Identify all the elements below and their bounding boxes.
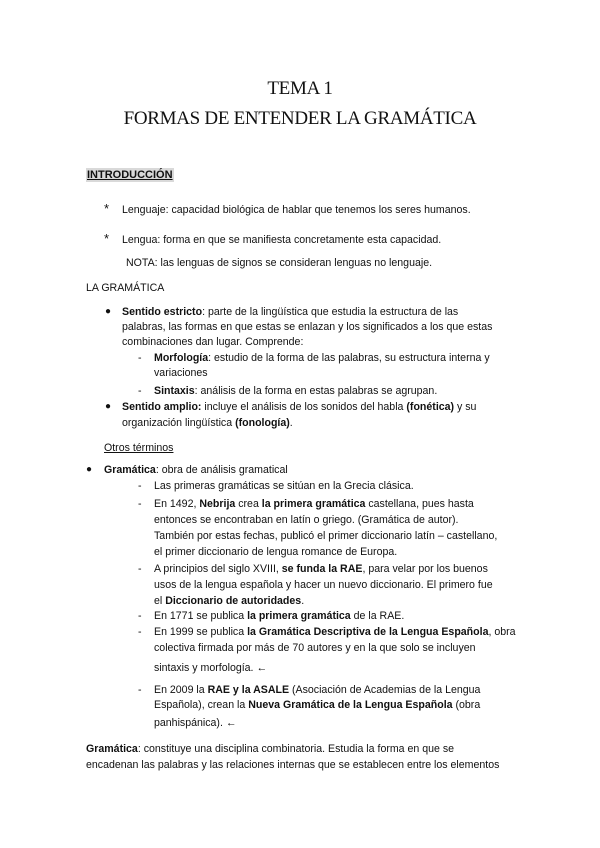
sentido-amplio-line2	[122, 416, 293, 430]
history-item-1771	[154, 609, 404, 623]
dash-bullet-icon: -	[138, 498, 142, 510]
sentido-estricto-line2: palabras, las formas en que estas se enlazan y los significados a los que estas	[122, 321, 493, 333]
dash-bullet-icon: -	[138, 352, 142, 364]
dash-bullet-icon: -	[138, 684, 142, 696]
morfologia-line2: variaciones	[154, 367, 208, 379]
section-heading-introduccion: INTRODUCCIÓN	[87, 169, 173, 181]
text: En 1999 se publica	[154, 626, 248, 638]
history-item-nebrija-line4: el primer diccionario de lengua romance de Europa.	[154, 546, 398, 558]
history-item-rae-line1	[154, 562, 488, 576]
sentido-amplio-line1	[122, 400, 476, 414]
text: organización lingüística	[122, 417, 236, 429]
term-sentido-estricto: Sentido estricto	[122, 306, 203, 318]
intro-item-lenguaje: Lenguaje: capacidad biológica de hablar que tenemos los seres humanos.	[122, 204, 471, 216]
text: En 1771 se publica	[154, 610, 248, 622]
term-morfologia: Morfología	[154, 352, 209, 364]
dash-bullet-icon: -	[138, 610, 142, 622]
term-rae-asale: RAE y la ASALE	[207, 684, 290, 696]
term-sintaxis: Sintaxis	[154, 385, 195, 397]
history-item-1999-line2: colectiva firmada por más de 70 autores y en la que solo se incluyen	[154, 642, 476, 654]
term-primera-gramatica-rae: la primera gramática	[247, 610, 351, 622]
asterisk-bullet-icon: *	[104, 231, 110, 246]
text: (Asociación de Academias de la Lengua	[289, 684, 481, 696]
intro-item-lengua: Lengua: forma en que se manifiesta concretamente esta capacidad.	[122, 234, 442, 246]
section-heading-otros-terminos: Otros términos	[104, 442, 174, 454]
sentido-estricto-line1	[122, 305, 458, 319]
intro-nota: NOTA: las lenguas de signos se consideran lenguas no lenguaje.	[126, 257, 433, 269]
dash-bullet-icon: -	[138, 626, 142, 638]
dash-bullet-icon: -	[138, 563, 142, 575]
history-item-rae-line3	[154, 594, 304, 608]
text: (obra	[452, 699, 481, 711]
sintaxis-line	[154, 384, 437, 398]
morfologia-line1	[154, 351, 490, 365]
text: : parte de la lingüística que estudia la estructura de las	[202, 306, 459, 318]
text: el	[154, 595, 166, 607]
round-bullet-icon: ●	[86, 464, 93, 475]
term-gramatica: Gramática	[86, 743, 138, 755]
text: : constituye una disciplina combinatoria. Estudia la forma en que se	[137, 743, 455, 755]
round-bullet-icon: ●	[105, 306, 112, 317]
history-item-2009-line2	[154, 698, 480, 712]
term-primera-gramatica: la primera gramática	[261, 498, 366, 510]
text: A principios del siglo XVIII,	[154, 563, 282, 575]
doc-subtitle: FORMAS DE ENTENDER LA GRAMÁTICA	[123, 108, 477, 129]
history-item-nebrija-line3: También por estas fechas, publicó el primer diccionario latín – castellano,	[154, 530, 498, 542]
term-gramatica: Gramática	[104, 464, 156, 476]
gramatica-paragraph-line1	[86, 742, 454, 756]
term-fonologia: (fonología)	[235, 417, 290, 429]
term-diccionario-autoridades: Diccionario de autoridades	[165, 595, 302, 607]
history-item-1999-line1	[154, 625, 516, 639]
text: : estudio de la forma de las palabras, su estructura interna y	[208, 352, 490, 364]
text: castellana, pues hasta	[365, 498, 474, 510]
history-item-2009-line1	[154, 683, 480, 697]
history-item-grecia: Las primeras gramáticas se sitúan en la Grecia clásica.	[154, 480, 414, 492]
text: En 1492,	[154, 498, 200, 510]
term-funda-rae: se funda la RAE	[281, 563, 363, 575]
text: : obra de análisis gramatical	[155, 464, 288, 476]
text: , para velar por los buenos	[362, 563, 488, 575]
history-item-1999-line3: sintaxis y morfología. ←	[154, 662, 268, 674]
history-item-nebrija-line1	[154, 497, 474, 511]
round-bullet-icon: ●	[105, 401, 112, 412]
term-nueva-gramatica: Nueva Gramática de la Lengua Española	[248, 699, 453, 711]
asterisk-bullet-icon: *	[104, 201, 110, 216]
doc-title: TEMA 1	[267, 78, 333, 99]
dash-bullet-icon: -	[138, 385, 142, 397]
history-item-2009-line3: panhispánica). ←	[154, 717, 237, 729]
history-item-nebrija-line2: entonces se encontraban en latín o griego. (Gramática de autor).	[154, 514, 459, 526]
text: incluye el análisis de los sonidos del habla	[201, 401, 407, 413]
text: .	[301, 595, 305, 607]
text: En 2009 la	[154, 684, 208, 696]
text: crea	[235, 498, 262, 510]
text: Española), crean la	[154, 699, 249, 711]
history-item-rae-line2: usos de la lengua española y hacer un nuevo diccionario. El primero fue	[154, 579, 493, 591]
text: : análisis de la forma en estas palabras se agrupan.	[194, 385, 438, 397]
term-gramatica-descriptiva: la Gramática Descriptiva de la Lengua Española	[247, 626, 489, 638]
dash-bullet-icon: -	[138, 480, 142, 492]
term-nebrija: Nebrija	[199, 498, 236, 510]
sentido-estricto-line3: combinaciones dan lugar. Comprende:	[122, 336, 304, 348]
gramatica-definition	[104, 463, 288, 477]
text: , obra	[488, 626, 516, 638]
section-heading-gramatica: LA GRAMÁTICA	[86, 282, 165, 294]
term-sentido-amplio: Sentido amplio:	[122, 401, 202, 413]
text: .	[289, 417, 293, 429]
text: de la RAE.	[350, 610, 405, 622]
term-fonetica: (fonética)	[406, 401, 455, 413]
gramatica-paragraph-line2: encadenan las palabras y las relaciones internas que se establecen entre los elementos	[86, 759, 500, 771]
text: y su	[454, 401, 477, 413]
